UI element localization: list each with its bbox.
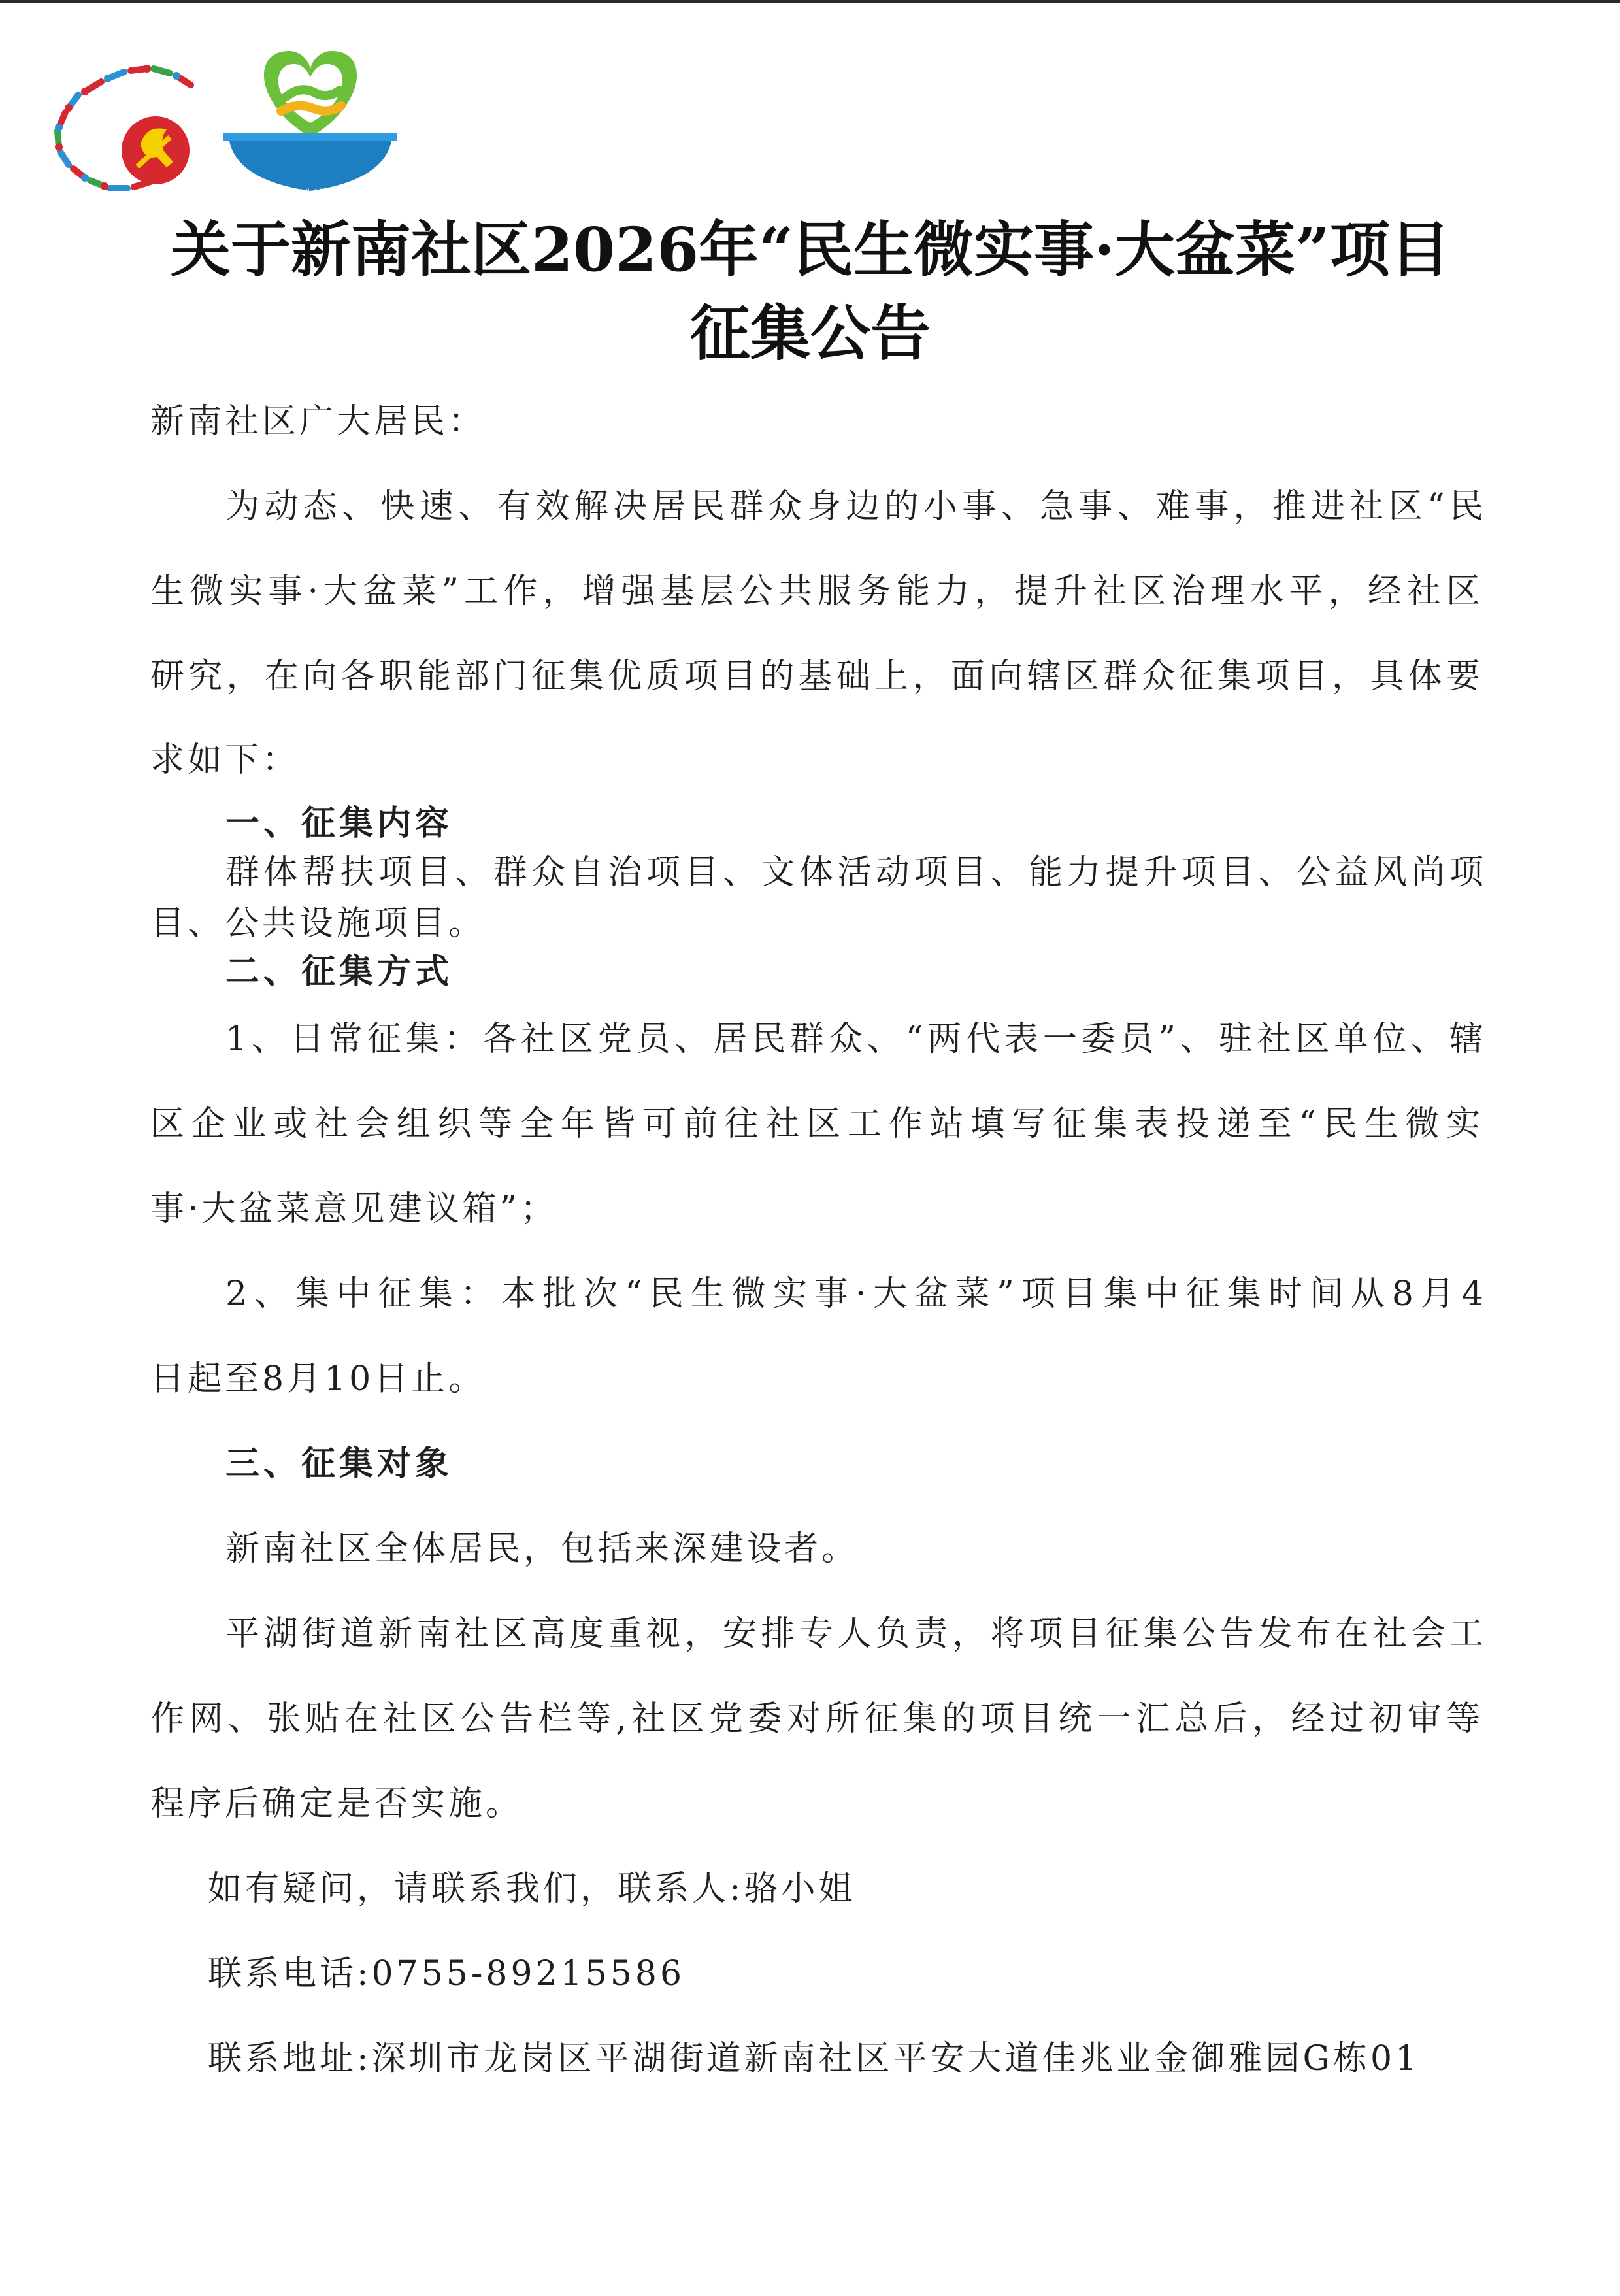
section2-item1-line-1: 1、日常征集：各社区党员、居民群众、“两代表一委员”、驻社区单位、辖	[225, 1020, 1487, 1059]
intro-line-1: 为动态、快速、有效解决居民群众身边的小事、急事、难事，推进社区“民	[225, 487, 1487, 526]
section1-line-1: 群体帮扶项目、群众自治项目、文体活动项目、能力提升项目、公益风尚项	[225, 853, 1487, 892]
section2-heading: 二、征集方式	[225, 952, 454, 991]
page-top-border	[0, 0, 1620, 3]
section2-item1-line-2: 区企业或社会组织等全年皆可前往社区工作站填写征集表投递至“民生微实	[150, 1105, 1483, 1144]
intro-line-4: 求如下：	[150, 740, 300, 780]
section2-item2-line-1: 2、集中征集：本批次“民生微实事·大盆菜”项目集中征集时间从8月4	[225, 1274, 1487, 1314]
salutation: 新南社区广大居民：	[150, 402, 486, 441]
section1-line-2: 目、公共设施项目。	[150, 904, 486, 943]
section2-item2-line-2: 日起至8月10日止。	[150, 1359, 486, 1399]
closing-line-2: 作网、张贴在社区公告栏等,社区党委对所征集的项目统一汇总后，经过初审等	[150, 1699, 1483, 1739]
closing-line-1: 平湖街道新南社区高度重视，安排专人负责，将项目征集公告发布在社会工	[225, 1614, 1487, 1654]
section3-heading: 三、征集对象	[225, 1444, 454, 1484]
section1-heading: 一、征集内容	[225, 803, 454, 843]
header-logos	[39, 39, 405, 199]
title-line-2: 征集公告	[689, 298, 931, 369]
party-emblem-logo	[39, 52, 209, 196]
bowl-logo-caption: 民生微实事·大盆菜	[293, 188, 376, 199]
contact-phone: 联系电话:0755-89215586	[208, 1954, 686, 1993]
intro-line-2: 生微实事·大盆菜”工作，增强基层公共服务能力，提升社区治理水平，经社区	[150, 572, 1483, 611]
title-line-1: 关于新南社区2026年“民生微实事·大盆菜”项目	[171, 214, 1450, 285]
minsheng-bowl-logo	[216, 39, 405, 196]
contact-person: 如有疑问，请联系我们，联系人:骆小姐	[208, 1869, 856, 1908]
contact-address: 联系地址:深圳市龙岗区平湖街道新南社区平安大道佳兆业金御雅园G栋01	[208, 2039, 1421, 2078]
section2-item1-line-3: 事·大盆菜意见建议箱”；	[150, 1190, 558, 1229]
intro-line-3: 研究，在向各职能部门征集优质项目的基础上，面向辖区群众征集项目，具体要	[150, 657, 1483, 696]
closing-line-3: 程序后确定是否实施。	[150, 1784, 523, 1823]
section3-line-1: 新南社区全体居民，包括来深建设者。	[225, 1529, 859, 1569]
